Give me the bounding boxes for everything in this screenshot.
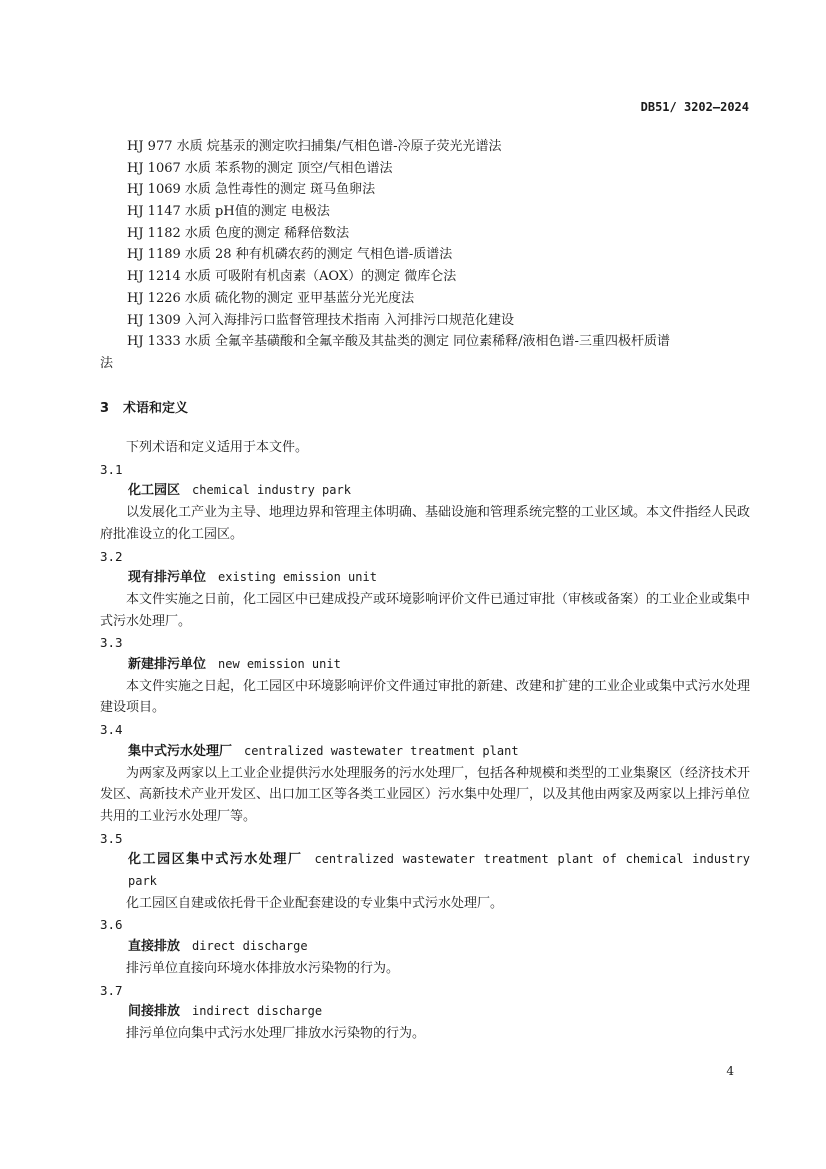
term-definition: 本文件实施之日前，化工园区中已建成投产或环境影响评价文件已通过审批（审核或备案）的工业企业或集中式污水处理厂。: [100, 591, 751, 629]
term-chinese: 现有排污单位: [128, 570, 207, 586]
term-english: centralized wastewater treatment plant: [244, 743, 519, 758]
term-definition: 化工园区自建或依托骨干企业配套建设的专业集中式污水处理厂。: [126, 895, 504, 911]
reference-title: 水质 急性毒性的测定 斑马鱼卵法: [184, 182, 376, 198]
intro-paragraph: 下列术语和定义适用于本文件。: [126, 440, 309, 455]
term-definition: 为两家及两家以上工业企业提供污水处理服务的污水处理厂，包括各种规模和类型的工业集聚区（经济技术开发区、高新技术产业开发区、出口加工区等各类工业园区）污水集中处理厂，以及其他由两家及两家以上排污单位共用的工业污水处理厂等。: [100, 765, 751, 824]
reference-code: HJ 1226: [127, 290, 181, 306]
term-number: 3.4: [100, 722, 123, 738]
reference-code: HJ 1214: [127, 269, 181, 285]
reference-item: [100, 201, 750, 223]
term-number: 3.7: [100, 982, 123, 998]
reference-code: HJ 1067: [127, 160, 181, 176]
term-chinese: 化工园区集中式污水处理厂: [128, 852, 303, 868]
reference-code: HJ 1182: [127, 225, 181, 241]
term-english: new emission unit: [218, 657, 341, 672]
term-title: [100, 480, 750, 502]
term-title: [100, 936, 750, 958]
reference-title: 水质 色度的测定 稀释倍数法: [184, 225, 350, 241]
term-definition: 本文件实施之日起，化工园区中环境影响评价文件通过审批的新建、改建和扩建的工业企业或集中式污水处理建设项目。: [100, 678, 751, 716]
reference-item: [100, 223, 750, 245]
reference-code: HJ 1189: [127, 247, 181, 263]
term-title: [100, 1001, 750, 1023]
reference-code: HJ 1333: [127, 334, 181, 350]
section-number: 3: [100, 401, 110, 416]
term-number: 3.2: [100, 548, 123, 564]
term-number: 3.1: [100, 461, 123, 477]
reference-item: [100, 310, 750, 332]
page-number: 4: [726, 1064, 734, 1078]
reference-code: HJ 1147: [127, 204, 181, 220]
reference-item: [100, 158, 750, 180]
term-definition: 排污单位向集中式污水处理厂排放水污染物的行为。: [126, 1025, 426, 1041]
term-english: chemical industry park: [192, 483, 351, 498]
reference-item: [100, 136, 750, 158]
reference-title: 水质 烷基汞的测定吹扫捕集/气相色谱-冷原子荧光光谱法: [176, 139, 502, 154]
term-chinese: 间接排放: [128, 1004, 181, 1020]
term-english: direct discharge: [192, 939, 308, 954]
reference-title: 水质 可吸附有机卤素（AOX）的测定 微库仑法: [184, 269, 457, 285]
reference-code: HJ 1069: [127, 182, 181, 198]
term-english: existing emission unit: [218, 570, 377, 585]
term-chinese: 集中式污水处理厂: [128, 743, 233, 759]
term-definition: 排污单位直接向环境水体排放水污染物的行为。: [126, 960, 400, 976]
reference-item: [100, 331, 750, 353]
section-title: 术语和定义: [123, 401, 189, 416]
document-code: DB51/ 3202—2024: [640, 100, 749, 114]
term-english: centralized wastewater treatment plant of chemical industry park: [128, 852, 750, 889]
section-heading: [100, 397, 188, 416]
reference-title: 水质 pH值的测定 电极法: [184, 204, 330, 220]
reference-item: [100, 266, 750, 288]
term-title: [100, 849, 750, 892]
reference-item-continuation: [100, 353, 750, 375]
term-chinese: 直接排放: [128, 939, 181, 955]
term-title: [100, 567, 750, 589]
reference-title: 水质 28 种有机磷农药的测定 气相色谱-质谱法: [184, 247, 453, 263]
reference-item: [100, 244, 750, 266]
term-number: 3.6: [100, 917, 123, 933]
term-number: 3.3: [100, 635, 123, 651]
normative-references-list: [100, 136, 750, 375]
reference-code: HJ 977: [127, 139, 173, 154]
reference-title: 水质 硫化物的测定 亚甲基蓝分光光度法: [184, 290, 415, 306]
reference-item: [100, 288, 750, 310]
term-definition: 以发展化工产业为主导、地理边界和管理主体明确、基础设施和管理系统完整的工业区域。本文件指经人民政府批准设立的化工园区。: [100, 505, 751, 542]
terms-and-definitions: [100, 437, 750, 1045]
term-number: 3.5: [100, 830, 123, 846]
term-english: indirect discharge: [192, 1004, 323, 1019]
term-chinese: 新建排污单位: [128, 657, 207, 673]
reference-title: 入河入海排污口监督管理技术指南 入河排污口规范化建设: [184, 312, 515, 328]
reference-item: [100, 179, 750, 201]
term-title: [100, 654, 750, 676]
reference-title: 水质 全氟辛基磺酸和全氟辛酸及其盐类的测定 同位素稀释/液相色谱-三重四极杆质谱: [184, 334, 670, 350]
reference-title: 水质 苯系物的测定 顶空/气相色谱法: [184, 160, 393, 176]
reference-code: HJ 1309: [127, 312, 181, 328]
term-chinese: 化工园区: [128, 483, 181, 499]
reference-title-continuation: 法: [100, 355, 114, 371]
term-title: [100, 741, 750, 763]
